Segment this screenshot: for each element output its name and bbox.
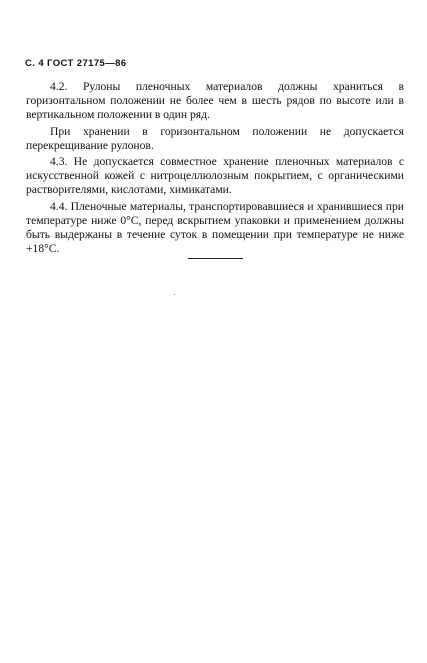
end-of-text-rule <box>188 258 243 259</box>
document-body <box>26 80 404 258</box>
paragraph-4-2: 4.2. Рулоны пленочных материалов должны храниться в горизонтальном положении не более чем в шесть рядов по высоте или в вертикальном положении в один ряд. <box>26 80 404 122</box>
paragraph-4-4: 4.4. Пленочные материалы, транспортировавшиеся и хранившиеся при температуре ниже 0°С, перед вскрытием упаковки и применением должны быть выдержаны в течение суток в помещении при температуре не ниже +18°С. <box>26 199 404 256</box>
running-header: С. 4 ГОСТ 27175—86 <box>25 58 127 69</box>
paragraph-storage-note: При хранении в горизонтальном положении не допускается перекрещивание рулонов. <box>26 124 404 152</box>
paragraph-4-3: 4.3. Не допускается совместное хранение пленочных материалов с искусственной кожей с нитроцеллюлозным покрытием, с органическими растворителями, кислотами, химикатами. <box>26 155 404 197</box>
scan-speck <box>174 294 175 295</box>
